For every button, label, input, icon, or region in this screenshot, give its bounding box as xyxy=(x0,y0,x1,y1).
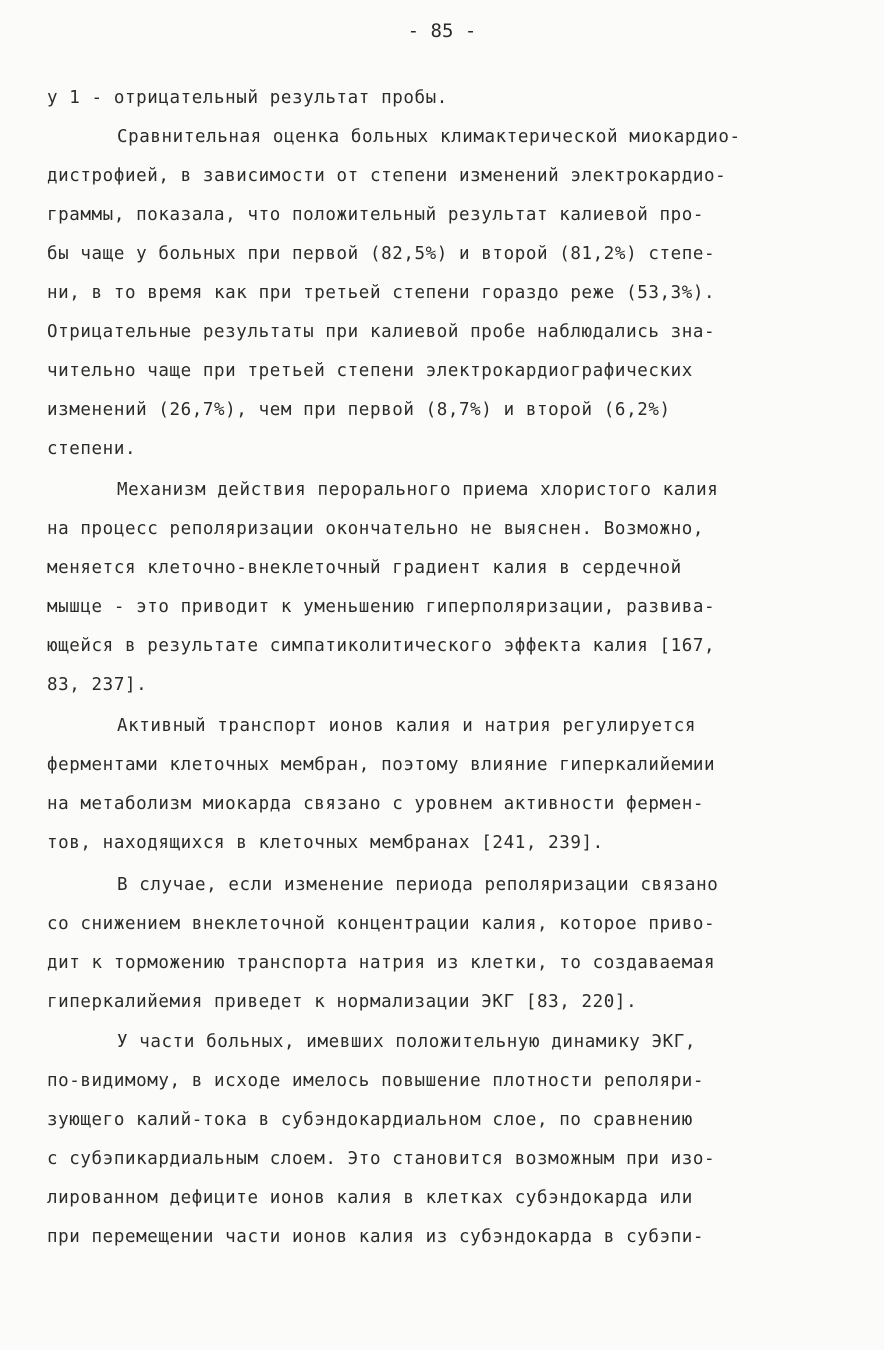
text-line: на метаболизм миокарда связано с уровнем активности фермен- xyxy=(47,794,705,814)
text-line: дит к торможению транспорта натрия из клетки, то создаваемая xyxy=(47,953,716,973)
text-line: при перемещении части ионов калия из субэндокарда в субэпи- xyxy=(47,1227,705,1247)
text-line: степени. xyxy=(47,439,137,459)
text-line: ющейся в результате симпатиколитического эффекта калия [167, xyxy=(47,636,716,656)
text-line: граммы, показала, что положительный результат калиевой про- xyxy=(47,205,705,225)
text-line: лированном дефиците ионов калия в клетках субэндокарда или xyxy=(47,1188,693,1208)
text-line: по-видимому, в исходе имелось повышение плотности реполяри- xyxy=(47,1071,705,1091)
text-line: мышце - это приводит к уменьшению гиперполяризации, развива- xyxy=(47,597,716,617)
paragraph-first-line: Активный транспорт ионов калия и натрия регулируется xyxy=(117,716,697,736)
text-line: 83, 237]. xyxy=(47,675,148,695)
text-line: у 1 - отрицательный результат пробы. xyxy=(47,88,448,108)
text-line: дистрофией, в зависимости от степени изменений электрокардио- xyxy=(47,166,727,186)
paragraph-first-line: В случае, если изменение периода реполяризации связано xyxy=(117,875,719,895)
text-line: меняется клеточно-внеклеточный градиент калия в сердечной xyxy=(47,558,682,578)
text-line: гиперкалийемия приведет к нормализации ЭКГ [83, 220]. xyxy=(47,992,638,1012)
paragraph-first-line: Сравнительная оценка больных климактерической миокардио- xyxy=(117,127,741,147)
text-line: ни, в то время как при третьей степени гораздо реже (53,3%). xyxy=(47,283,716,303)
text-line: изменений (26,7%), чем при первой (8,7%) и второй (6,2%) xyxy=(47,400,671,420)
paragraph-first-line: У части больных, имевших положительную динамику ЭКГ, xyxy=(117,1032,697,1052)
text-line: бы чаще у больных при первой (82,5%) и второй (81,2%) степе- xyxy=(47,244,716,264)
text-line: Отрицательные результаты при калиевой пробе наблюдались зна- xyxy=(47,322,716,342)
text-line: с субэпикардиальным слоем. Это становится возможным при изо- xyxy=(47,1149,716,1169)
text-line: чительно чаще при третьей степени электрокардиографических xyxy=(47,361,693,381)
page-number: - 85 - xyxy=(407,20,477,42)
text-line: со снижением внеклеточной концентрации калия, которое приво- xyxy=(47,914,716,934)
text-line: ферментами клеточных мембран, поэтому влияние гиперкалийемии xyxy=(47,755,716,775)
paragraph-first-line: Механизм действия перорального приема хлористого калия xyxy=(117,480,719,500)
text-line: тов, находящихся в клеточных мембранах [241, 239]. xyxy=(47,833,604,853)
text-line: на процесс реполяризации окончательно не выяснен. Возможно, xyxy=(47,519,705,539)
text-line: зующего калий-тока в субэндокардиальном слое, по сравнению xyxy=(47,1110,693,1130)
